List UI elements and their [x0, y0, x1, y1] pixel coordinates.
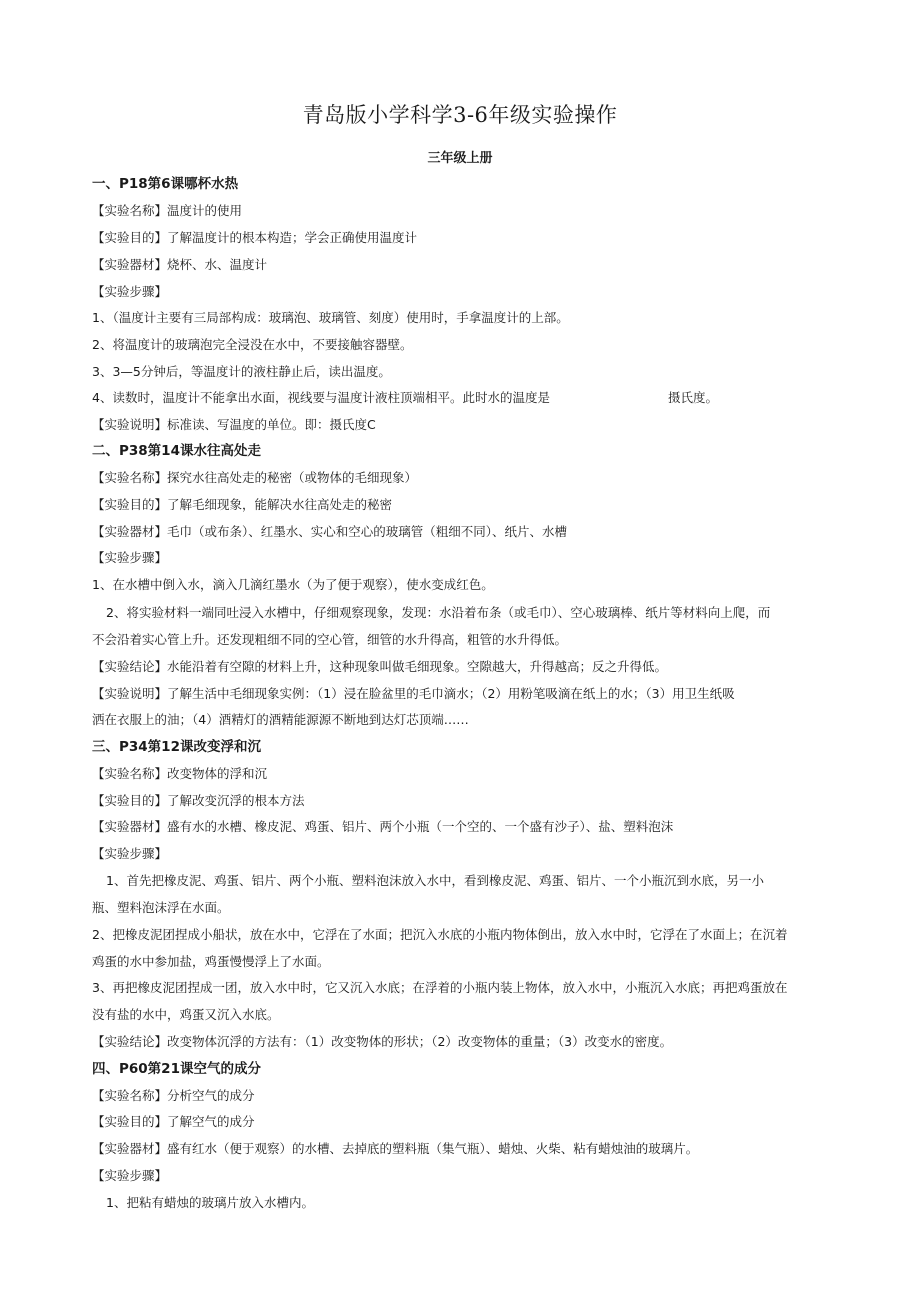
- text-line: 【实验目的】了解空气的成分: [92, 1114, 255, 1129]
- text-line: 3、再把橡皮泥团捏成一团，放入水中时，它又沉入水底；在浮着的小瓶内装上物体，放入水中，小瓶沉入水底；再把鸡蛋放在: [92, 980, 788, 995]
- document-title: 青岛版小学科学3-6年级实验操作: [302, 103, 618, 127]
- text-line: 【实验步骤】: [92, 550, 168, 565]
- text-line: 【实验器材】毛巾（或布条）、红墨水、实心和空心的玻璃管（粗细不同）、纸片、水槽: [92, 524, 568, 539]
- text-line: 【实验结论】改变物体沉浮的方法有：（1）改变物体的形状；（2）改变物体的重量；（3）改变水的密度。: [92, 1034, 673, 1049]
- text-line: 3、3—5分钟后，等温度计的液柱静止后，读出温度。: [92, 364, 391, 379]
- text-line: 【实验步骤】: [92, 284, 168, 299]
- text-line: 【实验器材】烧杯、水、温度计: [92, 257, 268, 272]
- text-fragment: 摄氏度。: [667, 390, 718, 405]
- text-line: 【实验名称】温度计的使用: [92, 203, 243, 218]
- text-line: 【实验名称】分析空气的成分: [92, 1088, 255, 1103]
- text-line: 鸡蛋的水中参加盐，鸡蛋慢慢浮上了水面。: [92, 954, 330, 969]
- section-heading: 一、P18第6课哪杯水热: [92, 176, 239, 192]
- text-line: 【实验说明】标准读、写温度的单位。即：摄氏度C: [92, 417, 376, 432]
- section-heading: 四、P60第21课空气的成分: [92, 1061, 261, 1077]
- text-line: 【实验器材】盛有水的水槽、橡皮泥、鸡蛋、铝片、两个小瓶（一个空的、一个盛有沙子）、盐、塑料泡沫: [92, 819, 674, 834]
- text-line: 【实验步骤】: [92, 1168, 168, 1183]
- text-line: 2、将温度计的玻璃泡完全浸没在水中，不要接触容器壁。: [92, 337, 413, 352]
- text-line: 【实验步骤】: [92, 846, 168, 861]
- text-line: 洒在衣服上的油；（4）酒精灯的酒精能源源不断地到达灯芯顶端……: [92, 712, 469, 727]
- text-line: 1、把粘有蜡烛的玻璃片放入水槽内。: [106, 1195, 314, 1210]
- text-line: 【实验目的】了解改变沉浮的根本方法: [92, 793, 305, 808]
- text-line: 【实验名称】改变物体的浮和沉: [92, 766, 268, 781]
- section-heading: 二、P38第14课水往高处走: [92, 443, 261, 459]
- text-line: 1、首先把橡皮泥、鸡蛋、铝片、两个小瓶、塑料泡沫放入水中，看到橡皮泥、鸡蛋、铝片、一个小瓶沉到水底，另一小: [106, 873, 764, 888]
- text-line: 瓶、塑料泡沫浮在水面。: [92, 900, 230, 915]
- text-line: 【实验说明】了解生活中毛细现象实例：（1）浸在脸盆里的毛巾滴水；（2）用粉笔吸滴在纸上的水；（3）用卫生纸吸: [92, 686, 735, 701]
- section-heading: 三、P34第12课改变浮和沉: [92, 739, 261, 755]
- text-line: [92, 389, 718, 407]
- text-line: 2、把橡皮泥团捏成小船状，放在水中，它浮在了水面；把沉入水底的小瓶内物体倒出，放入水中时，它浮在了水面上；在沉着: [92, 927, 788, 942]
- text-line: 【实验目的】了解毛细现象，能解决水往高处走的秘密: [92, 497, 393, 512]
- text-line: 不会沿着实心管上升。还发现粗细不同的空心管，细管的水升得高，粗管的水升得低。: [92, 632, 568, 647]
- text-line: 【实验名称】探究水往高处走的秘密（或物体的毛细现象）: [92, 470, 418, 485]
- text-fragment: 4、读数时，温度计不能拿出水面，视线要与温度计液柱顶端相平。此时水的温度是: [92, 390, 550, 405]
- text-line: 1、（温度计主要有三局部构成：玻璃泡、玻璃管、刻度）使用时，手拿温度计的上部。: [92, 310, 569, 325]
- text-line: 【实验结论】水能沿着有空隙的材料上升，这种现象叫做毛细现象。空隙越大，升得越高；反之升得低。: [92, 659, 668, 674]
- text-line: 【实验器材】盛有红水（便于观察）的水槽、去掉底的塑料瓶（集气瓶）、蜡烛、火柴、粘有蜡烛油的玻璃片。: [92, 1141, 699, 1156]
- text-line: 【实验目的】了解温度计的根本构造；学会正确使用温度计: [92, 230, 418, 245]
- text-line: 1、在水槽中倒入水，滴入几滴红墨水（为了便于观察），使水变成红色。: [92, 577, 494, 592]
- text-line: 没有盐的水中，鸡蛋又沉入水底。: [92, 1007, 280, 1022]
- grade-subtitle: 三年级上册: [427, 151, 493, 166]
- text-line: 2、将实验材料一端同吐浸入水槽中，仔细观察现象，发现：水沿着布条（或毛巾）、空心玻璃棒、纸片等材料向上爬，而: [106, 605, 771, 620]
